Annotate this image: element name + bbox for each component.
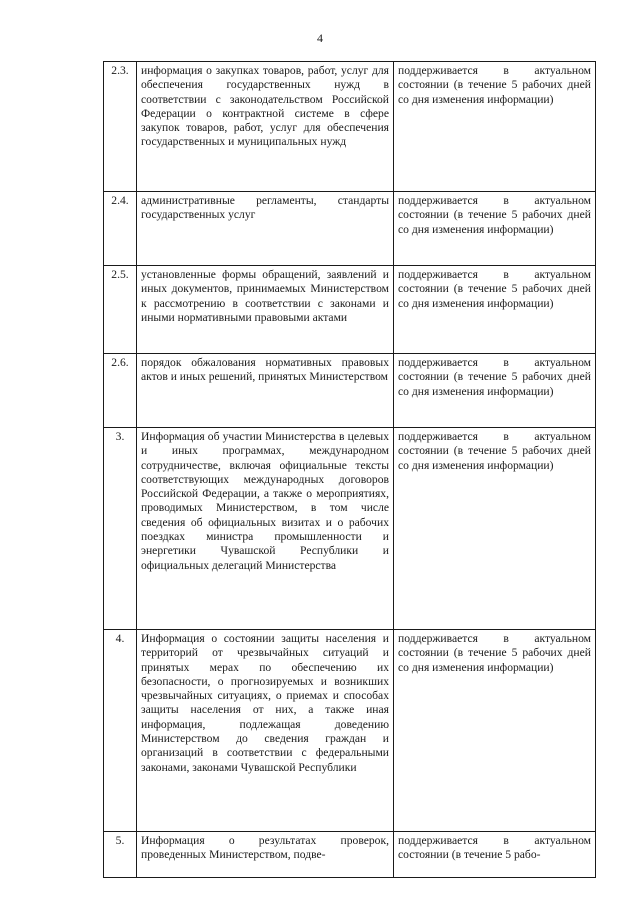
row-description: информация о закупках товаров, работ, услуг для обеспечения государственных нужд в соответствии с законодательством Российской Федерации о контрактной системе в сфере закупок товаров, работ, услуг для обеспечения государственных и муниципальных нужд	[137, 62, 394, 192]
information-table	[103, 61, 596, 878]
row-number: 2.4.	[104, 192, 137, 266]
row-term: поддерживается в актуальном состоянии (в течение 5 рабочих дней со дня изменения информации)	[394, 266, 596, 354]
row-term: поддерживается в актуальном состоянии (в течение 5 рабочих дней со дня изменения информации)	[394, 354, 596, 428]
table-row	[104, 192, 596, 266]
row-description: Информация о результатах проверок, проведенных Министерством, подве-	[137, 832, 394, 878]
row-number: 3.	[104, 428, 137, 630]
row-term: поддерживается в актуальном состоянии (в течение 5 рабо-	[394, 832, 596, 878]
row-description: административные регламенты, стандарты государственных услуг	[137, 192, 394, 266]
row-number: 2.5.	[104, 266, 137, 354]
row-term: поддерживается в актуальном состоянии (в течение 5 рабочих дней со дня изменения информации)	[394, 630, 596, 832]
table-row	[104, 832, 596, 878]
row-number: 4.	[104, 630, 137, 832]
row-number: 5.	[104, 832, 137, 878]
row-description: порядок обжалования нормативных правовых актов и иных решений, принятых Министерством	[137, 354, 394, 428]
row-description: Информация об участии Министерства в целевых и иных программах, международном сотрудничестве, включая официальные тексты соответствующих международных договоров Российской Федерации, а также о мероприятиях, проводимых Министерством, в том числе сведения об официальных визитах и о рабочих поездках министра промышленности и энергетики Чувашской Республики и официальных делегаций Министерства	[137, 428, 394, 630]
table-row	[104, 62, 596, 192]
row-description: установленные формы обращений, заявлений и иных документов, принимаемых Министерством к рассмотрению в соответствии с законами и иными нормативными правовыми актами	[137, 266, 394, 354]
row-number: 2.6.	[104, 354, 137, 428]
row-term: поддерживается в актуальном состоянии (в течение 5 рабочих дней со дня изменения информации)	[394, 192, 596, 266]
table-row	[104, 630, 596, 832]
table-row	[104, 428, 596, 630]
page-number: 4	[317, 31, 323, 45]
table-row	[104, 354, 596, 428]
row-number: 2.3.	[104, 62, 137, 192]
row-term: поддерживается в актуальном состоянии (в течение 5 рабочих дней со дня изменения информации)	[394, 428, 596, 630]
row-description: Информация о состоянии защиты населения и территорий от чрезвычайных ситуаций и принятых мерах по обеспечению их безопасности, о прогнозируемых и возникших чрезвычайных ситуациях, о приемах и способах защиты населения от них, а также иная информация, подлежащая доведению Министерством до сведения граждан и организаций в соответствии с федеральными законами, законами Чувашской Республики	[137, 630, 394, 832]
table-row	[104, 266, 596, 354]
row-term: поддерживается в актуальном состоянии (в течение 5 рабочих дней со дня изменения информации)	[394, 62, 596, 192]
